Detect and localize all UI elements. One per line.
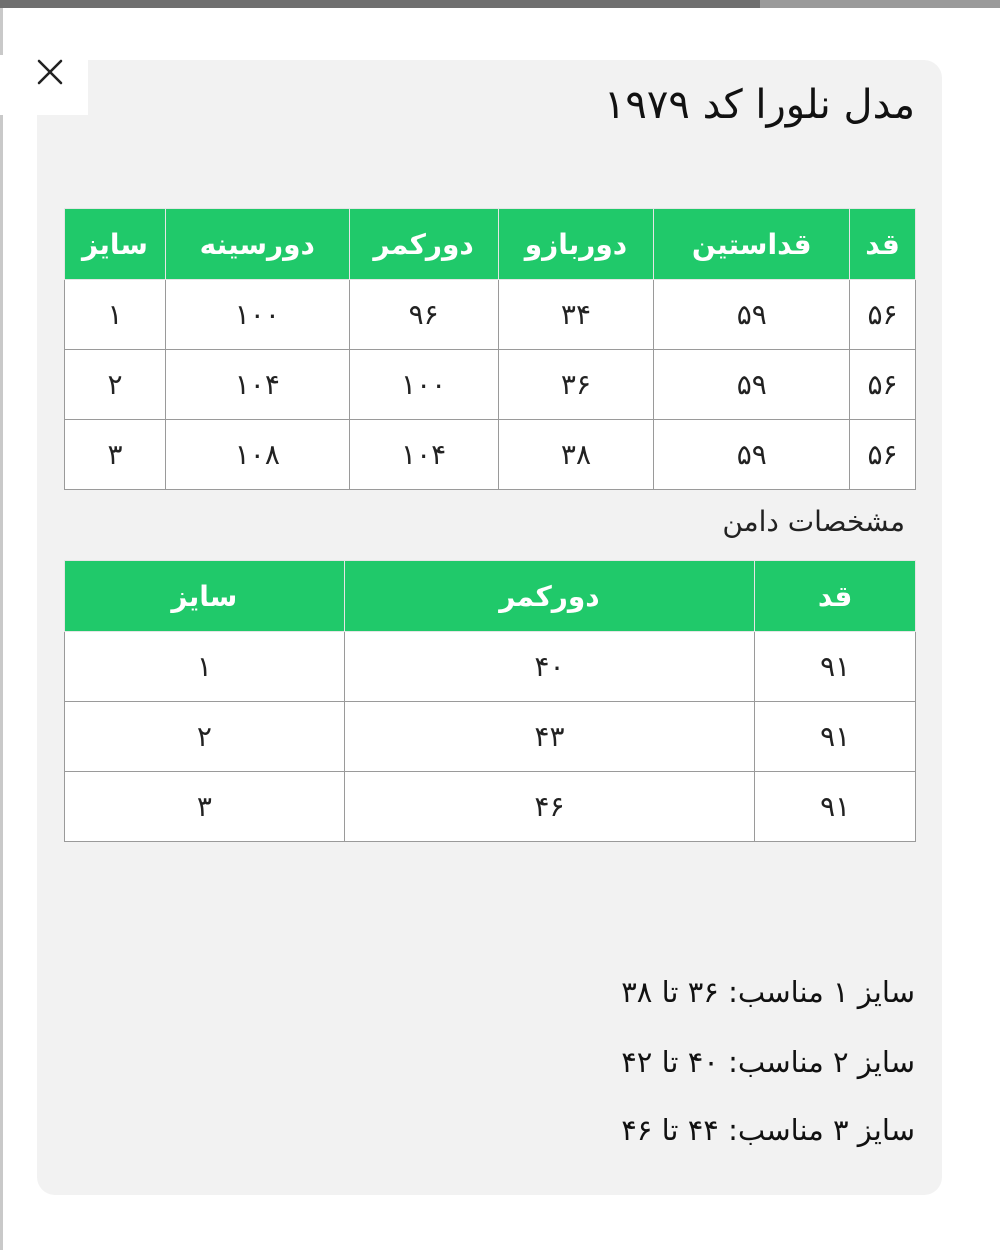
table-cell: ۴۶ — [344, 772, 755, 842]
table-cell: ۱۰۸ — [165, 420, 349, 490]
table-row — [65, 350, 916, 420]
table-cell: ۲ — [65, 702, 345, 772]
size-note-2: سایز ۲ مناسب: ۴۰ تا ۴۲ — [621, 1045, 915, 1079]
table-row — [65, 420, 916, 490]
table-cell: ۱۰۰ — [349, 350, 498, 420]
table-row — [65, 632, 916, 702]
table-cell: ۵۶ — [850, 280, 916, 350]
table-row — [65, 702, 916, 772]
header-sleeve-length: قداستین — [654, 209, 850, 280]
table-row — [65, 772, 916, 842]
table-cell: ۱۰۴ — [349, 420, 498, 490]
top-strip-light — [760, 0, 1000, 8]
skirt-size-table — [64, 560, 916, 842]
table-cell: ۳ — [65, 420, 166, 490]
table-cell: ۴۰ — [344, 632, 755, 702]
table-cell: ۳۶ — [498, 350, 654, 420]
top-size-table — [64, 208, 916, 490]
size-note-3: سایز ۳ مناسب: ۴۴ تا ۴۶ — [621, 1113, 915, 1147]
table-header-row — [65, 209, 916, 280]
table-cell: ۹۱ — [755, 702, 916, 772]
close-icon — [37, 59, 63, 85]
table-cell: ۹۶ — [349, 280, 498, 350]
table-cell: ۱ — [65, 632, 345, 702]
table-cell: ۳ — [65, 772, 345, 842]
table-cell: ۹۱ — [755, 632, 916, 702]
table-cell: ۴۳ — [344, 702, 755, 772]
table-cell: ۵۹ — [654, 420, 850, 490]
header-size: سایز — [65, 209, 166, 280]
skirt-specs-heading: مشخصات دامن — [722, 505, 905, 538]
table-header-row — [65, 561, 916, 632]
left-edge — [0, 8, 3, 1250]
table-cell: ۵۶ — [850, 350, 916, 420]
header-arm-circumference: دوربازو — [498, 209, 654, 280]
table-cell: ۳۴ — [498, 280, 654, 350]
table-cell: ۵۶ — [850, 420, 916, 490]
table-cell: ۳۸ — [498, 420, 654, 490]
header-waist-circumference: دورکمر — [349, 209, 498, 280]
table-cell: ۹۱ — [755, 772, 916, 842]
page-title: مدل نلورا کد ۱۹۷۹ — [603, 82, 915, 128]
table-cell: ۱۰۰ — [165, 280, 349, 350]
table-cell: ۲ — [65, 350, 166, 420]
table-cell: ۵۹ — [654, 350, 850, 420]
header-waist-circumference: دورکمر — [344, 561, 755, 632]
header-size: سایز — [65, 561, 345, 632]
table-cell: ۱ — [65, 280, 166, 350]
size-note-1: سایز ۱ مناسب: ۳۶ تا ۳۸ — [621, 975, 915, 1009]
header-chest-circumference: دورسینه — [165, 209, 349, 280]
close-button[interactable] — [28, 50, 72, 94]
header-height: قد — [755, 561, 916, 632]
table-cell: ۱۰۴ — [165, 350, 349, 420]
table-cell: ۵۹ — [654, 280, 850, 350]
table-row — [65, 280, 916, 350]
header-height: قد — [850, 209, 916, 280]
